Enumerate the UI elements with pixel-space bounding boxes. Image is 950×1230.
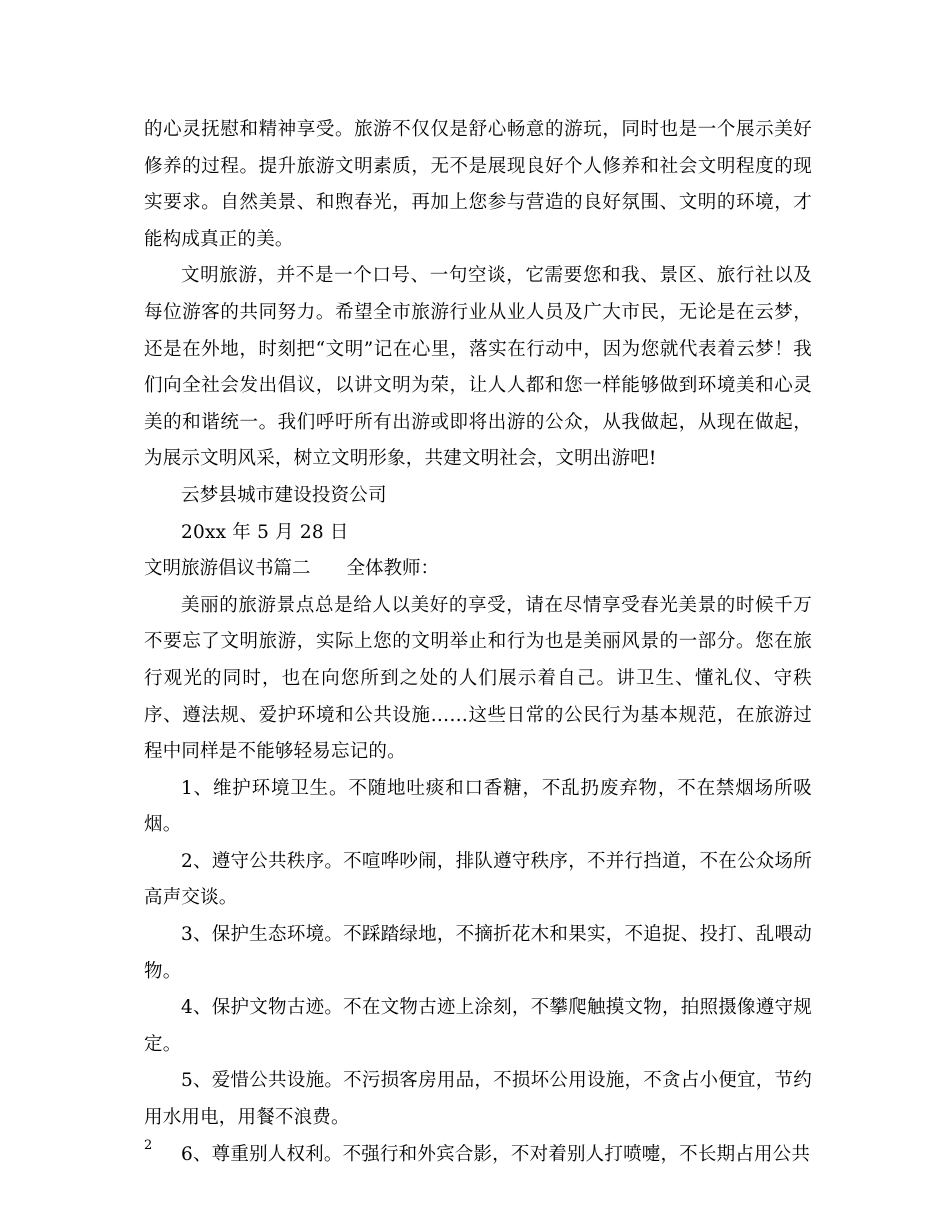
page-number: 2: [144, 1138, 153, 1153]
issuer-name: 云梦县城市建设投资公司: [181, 484, 387, 506]
issue-date: 20xx 年 5 月 28 日: [181, 521, 349, 543]
section-heading: [144, 551, 812, 588]
list-item-6: 6、尊重别人权利。不强行和外宾合影，不对着别人打喷嚏，不长期占用公共: [181, 1143, 811, 1165]
list-item-1: 1、维护环境卫生。不随地吐痰和口香糖，不乱扔废弃物，不在禁烟场所吸烟。: [144, 777, 812, 836]
list-item-4: 4、保护文物古迹。不在文物古迹上涂刻，不攀爬触摸文物，拍照摄像遵守规定。: [144, 997, 812, 1055]
paragraph-intro: 美丽的旅游景点总是给人以美好的享受，请在尽情享受春光美景的时候千万不要忘了文明旅游，实际上您的文明举止和行为也是美丽风景的一部分。您在旅行观光的同时，也在向您所到之处的人们展示着自己。讲卫生、懂礼仪、守秩序、遵法规、爱护环境和公共设施……这些日常的公民行为基本规范，在旅游过程中同样是不能够轻易忘记的。: [144, 594, 812, 763]
list-item-5: 5、爱惜公共设施。不污损客房用品，不损坏公用设施，不贪占小便宜，节约用水用电，用餐不浪费。: [144, 1070, 812, 1129]
section-title: 文明旅游倡议书篇二: [144, 558, 311, 580]
paragraph-1: 的心灵抚慰和精神享受。旅游不仅仅是舒心畅意的游玩，同时也是一个展示美好修养的过程。提升旅游文明素质，无不是展现良好个人修养和社会文明程度的现实要求。自然美景、和煦春光，再加上您参与营造的良好氛围、文明的环境，才能构成真正的美。: [144, 119, 812, 250]
salutation: 全体教师：: [346, 558, 440, 580]
list-item-2: 2、遵守公共秩序。不喧哗吵闹，排队遵守秩序，不并行挡道，不在公众场所高声交谈。: [144, 850, 812, 909]
paragraph-2: 文明旅游，并不是一个口号、一句空谈，它需要您和我、景区、旅行社以及每位游客的共同努力。希望全市旅游行业从业人员及广大市民，无论是在云梦，还是在外地，时刻把“文明”记在心里，落实在行动中，因为您就代表着云梦！我们向全社会发出倡议，以讲文明为荣，让人人都和您一样能够做到环境美和心灵美的和谐统一。我们呼吁所有出游或即将出游的公众，从我做起，从现在做起，为展示文明风采，树立文明形象，共建文明社会，文明出游吧!: [144, 265, 812, 470]
list-item-3: 3、保护生态环境。不踩踏绿地，不摘折花木和果实，不追捉、投打、乱喂动物。: [144, 924, 812, 982]
document-body: [144, 112, 812, 1173]
